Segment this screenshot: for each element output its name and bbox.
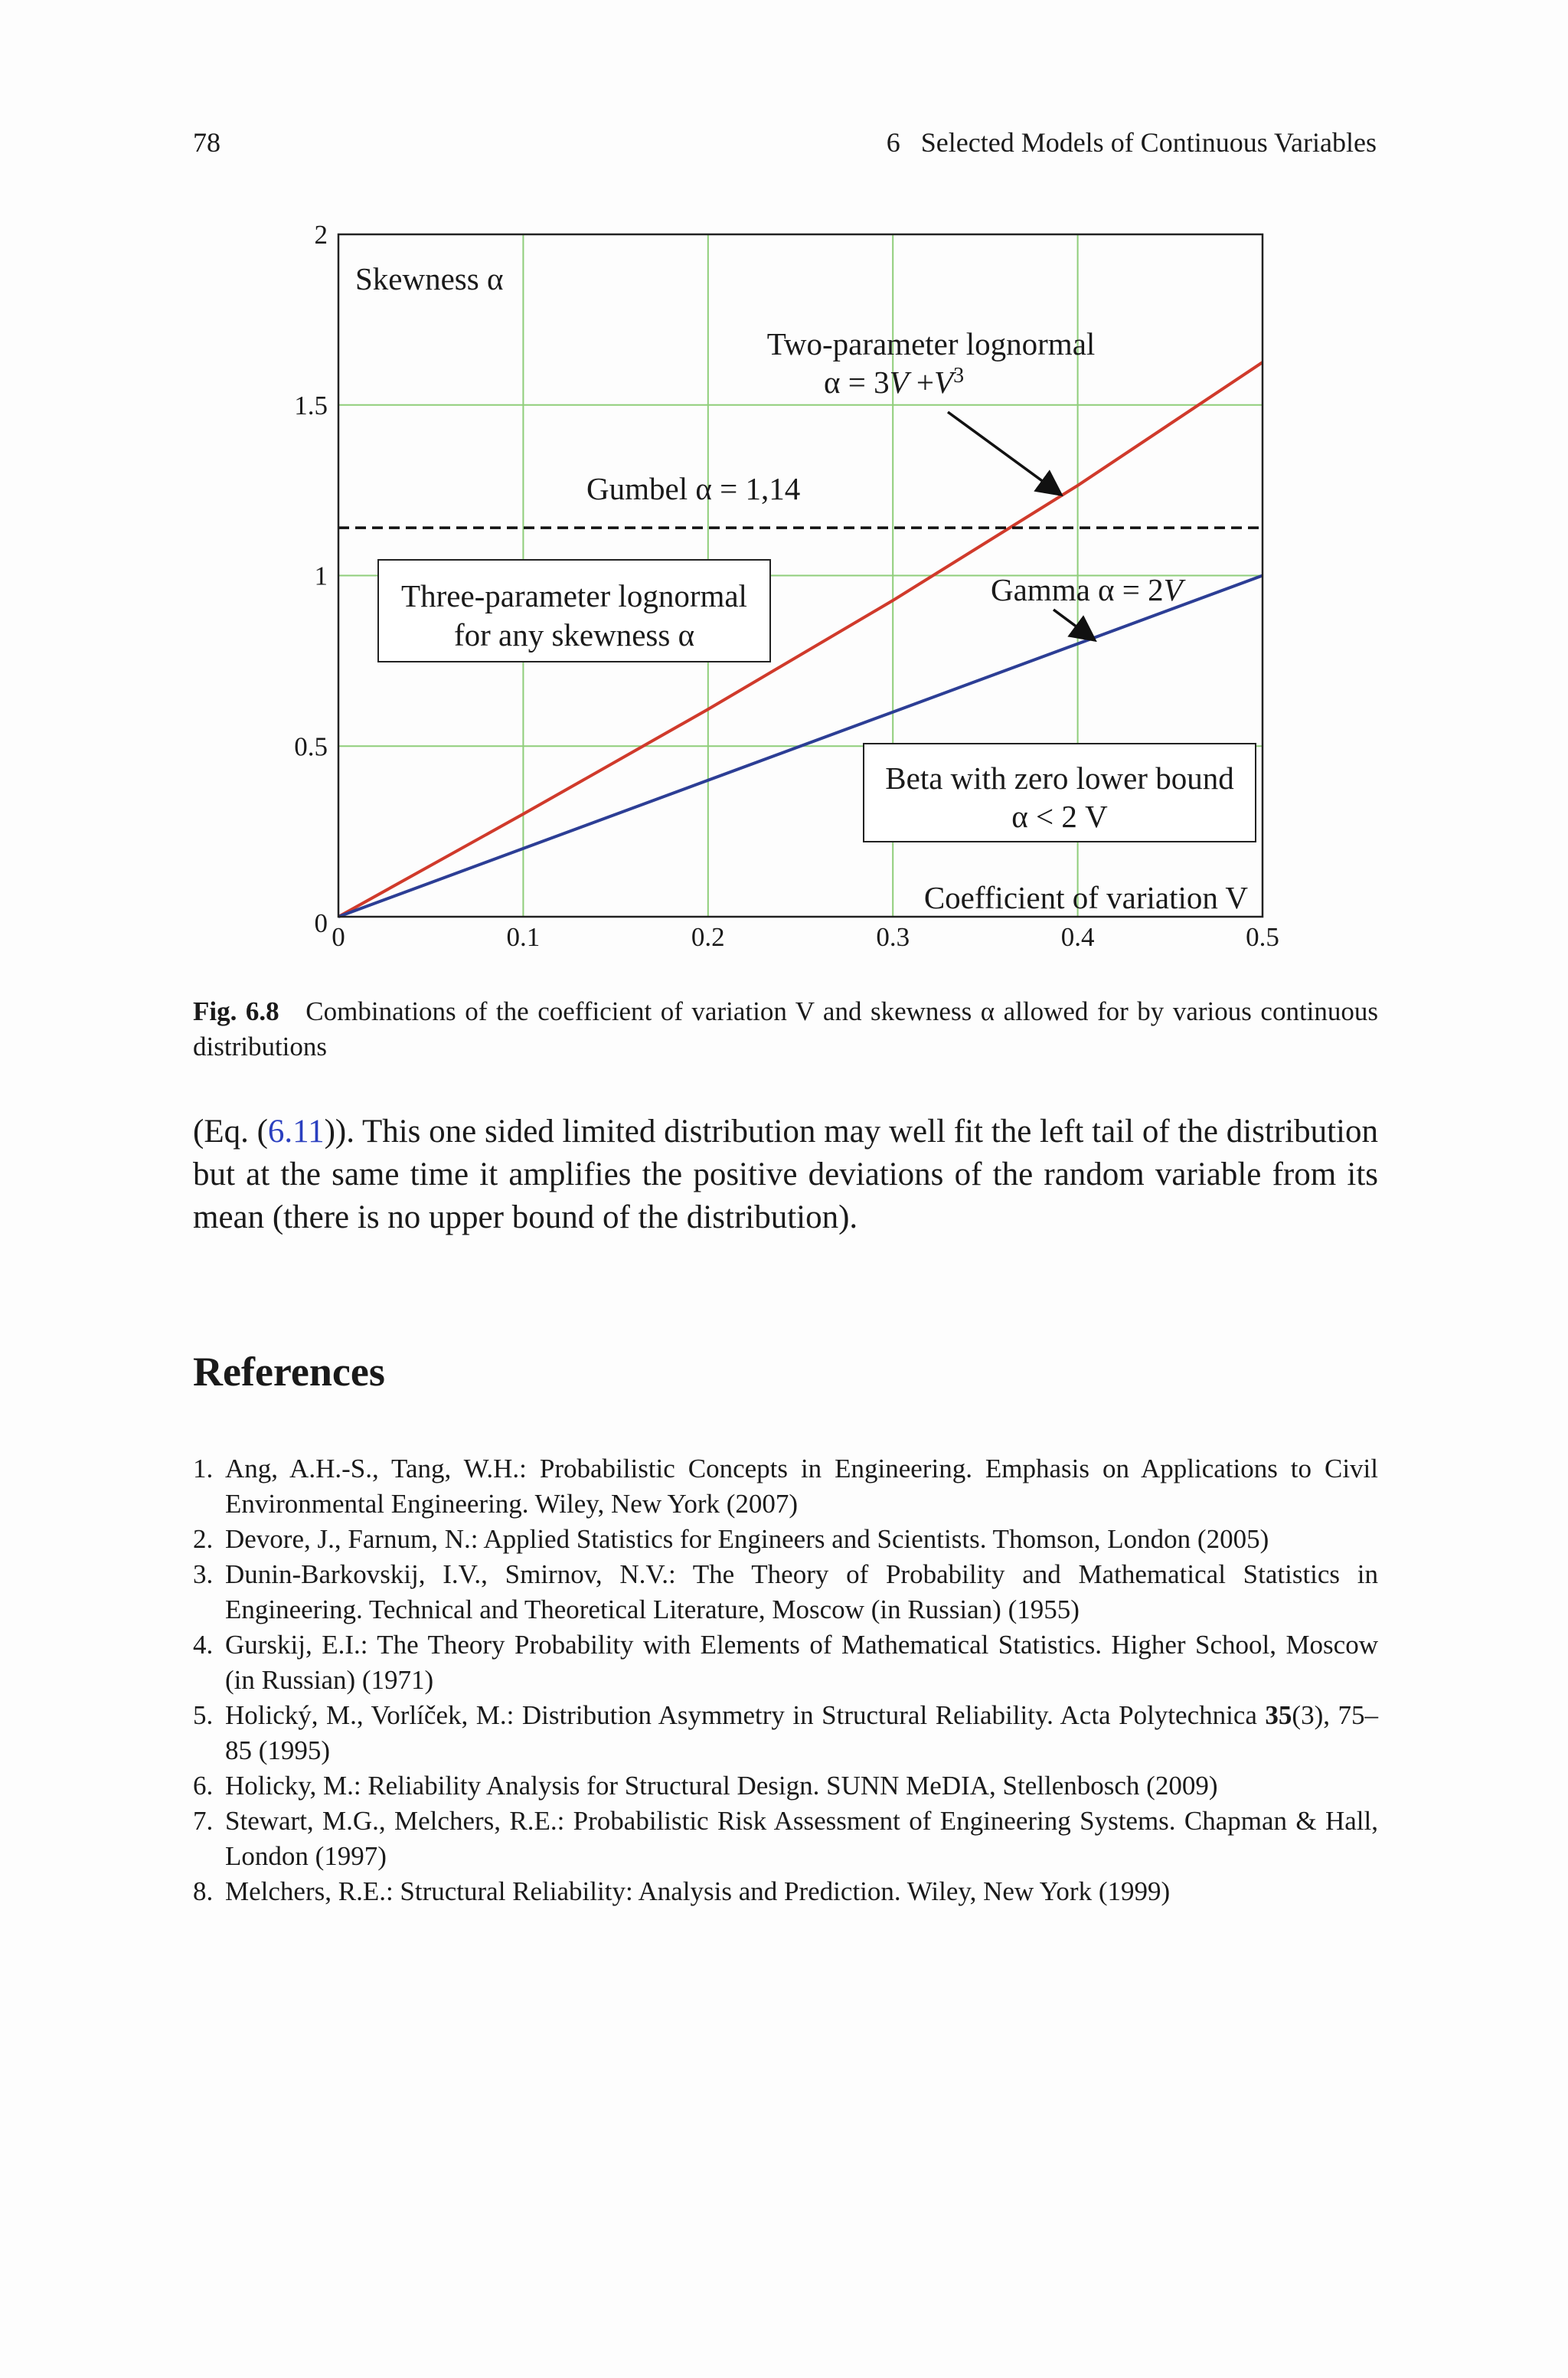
y-tick-label: 0.5 [294,731,328,762]
lognormal-arrow [948,412,1061,495]
x-tick-label: 0.5 [1246,922,1279,952]
lognormal-formula: $\alpha = 3V +V^3$ [824,364,965,400]
x-tick-label: 0.3 [876,922,910,952]
reference-item: 2. Devore, J., Farnum, N.: Applied Statistics for Engineers and Scientists. Thomson, London (2005) [193,1524,1269,1554]
skewness-chart [276,214,1302,957]
y-axis-label: Skewness α [355,261,504,296]
reference-item: 3. Dunin-Barkovskij, I.V., Smirnov, N.V.: The Theory of Probability and Mathematical Statistics in Engineering. Technical and Theoretical Literature, Moscow (in Russian) (1955) [193,1559,1378,1624]
y-tick-label: 2 [314,220,328,250]
references-heading: References [193,1349,385,1395]
figure-caption-text: Combinations of the coefficient of variation V and skewness α allowed for by various continuous distributions [193,996,1379,1061]
page-number: 78 [193,127,220,158]
reference-item: 1. Ang, A.H.-S., Tang, W.H.: Probabilistic Concepts in Engineering. Emphasis on Applications to Civil Environmental Engineering. Wiley, New York (2007) [193,1454,1378,1519]
x-tick-label: 0.4 [1060,922,1095,952]
three-param-line2: for any skewness α [453,617,695,653]
lognormal-name: Two-parameter lognormal [766,326,1096,361]
gamma-label: Gamma α = 2V [991,572,1183,607]
three-param-line1: Three-parameter lognormal [401,578,747,613]
gumbel-label: Gumbel α = 1,14 [586,471,801,506]
reference-item: 4. Gurskij, E.I.: The Theory Probability with Elements of Mathematical Statistics. Higher School, Moscow (in Russian) (1971) [193,1630,1378,1695]
beta-line2: α < 2 V [1011,799,1108,834]
x-tick-label: 0.2 [691,922,725,952]
body-paragraph [193,1110,1378,1239]
x-tick-label: 0.1 [506,922,541,952]
para-prefix: (Eq. ( [193,1114,268,1150]
reference-item: 6. Holicky, M.: Reliability Analysis for Structural Design. SUNN MeDIA, Stellenbosch (2009) [193,1771,1218,1801]
y-tick-label: 0 [314,908,328,938]
equation-link[interactable]: 6.11 [267,1114,325,1150]
beta-line1: Beta with zero lower bound [885,761,1234,796]
running-title: 6 Selected Models of Continuous Variables [886,127,1377,158]
para-suffix: )). This one sided limited distribution may well fit the left tail of the distribution but at the same time it amplifies the positive deviations of the random variable from its mean (there is no upper bound of the distribution). [193,1114,1378,1235]
x-tick-label: 0 [332,922,345,952]
figure-caption [193,994,1378,1065]
y-tick-label: 1 [314,561,328,591]
x-axis-label: Coefficient of variation V [923,880,1248,915]
y-tick-label: 1.5 [294,390,328,420]
gamma-arrow [1054,610,1095,640]
references-list [193,1451,1378,1909]
reference-item: 8. Melchers, R.E.: Structural Reliability: Analysis and Prediction. Wiley, New York (1999) [193,1876,1171,1906]
figure-label: Fig. 6.8 [193,996,279,1026]
reference-item: 5. Holický, M., Vorlíček, M.: Distribution Asymmetry in Structural Reliability. Acta Polytechnica 35(3), 75–85 (1995) [193,1700,1379,1765]
reference-item: 7. Stewart, M.G., Melchers, R.E.: Probabilistic Risk Assessment of Engineering Systems. Chapman & Hall, London (1997) [193,1806,1378,1871]
